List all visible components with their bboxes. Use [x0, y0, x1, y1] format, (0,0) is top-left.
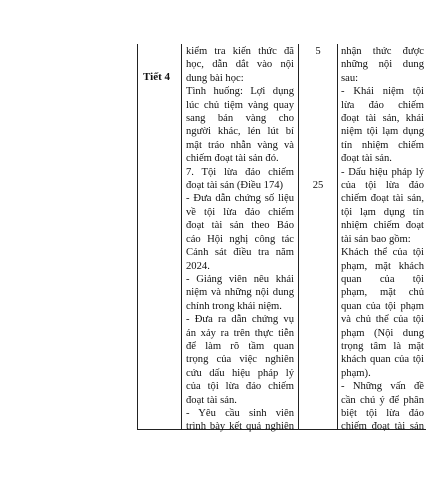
text-line: sang bán vàng cho [186, 113, 294, 125]
text-line: học, dẫn dắt vào nội [186, 59, 294, 71]
text-line: - Dấu hiệu pháp lý [341, 166, 424, 178]
text-line: quan của tội phạm [341, 300, 424, 312]
text-line: - Những vấn đề [341, 381, 424, 393]
text-line: dung bài học: [186, 72, 244, 84]
text-line: án xảy ra trên thực tiễn [186, 327, 294, 339]
text-line: nhiệm chiếm đoạt [341, 220, 424, 232]
text-line: cần chú ý để phân [341, 394, 424, 406]
text-line: biệt tội lừa đảo [341, 407, 424, 419]
text-line: phạm, mặt chủ [341, 287, 424, 299]
text-line: niệm và những nội dung [186, 287, 294, 299]
text-line: sau: [341, 72, 359, 84]
text-line: Tình huống: Lợi dụng [186, 86, 294, 98]
text-line: - Giảng viên nêu khái [186, 273, 294, 285]
text-line: lúc chủ tiệm vàng quay [186, 99, 294, 111]
text-line: tội lạm dụng tín [341, 206, 424, 218]
text-line: - Yêu cầu sinh viên [186, 407, 294, 419]
text-line: chính trong khái niệm. [186, 300, 282, 312]
text-line: chiếm đoạt tài sản đó. [186, 153, 279, 165]
text-line: - Khái niệm tội [341, 86, 424, 98]
text-line: phạm, mặt khách [341, 260, 424, 272]
text-line: Cảnh sát điều tra năm [186, 247, 294, 259]
text-line: chiếm đoạt tài sản, [341, 193, 424, 205]
text-line: phạm). [341, 367, 371, 379]
text-line: chiếm đoạt tài sản [341, 421, 424, 433]
text-line: khách quan của tội [341, 354, 424, 366]
table-divider-1 [181, 44, 182, 430]
text-line: đoạt tài sản. [341, 153, 392, 165]
table-divider-3 [337, 44, 338, 430]
text-line: cáo Hội nghị công tác [186, 233, 294, 245]
table-border-left [137, 44, 138, 430]
table-divider-2 [298, 44, 299, 430]
session-label: Tiết 4 [143, 71, 170, 83]
duration-value: 25 [312, 180, 324, 191]
text-line: trình bày kết quả nghiên [186, 421, 294, 433]
text-line: Khách thể của tội [341, 247, 424, 259]
text-line: phạm (Nội dung [341, 327, 424, 339]
teaching-content [186, 45, 294, 434]
text-line: của tội lừa đảo chiếm [186, 381, 294, 393]
text-line: lừa đảo chiếm [341, 99, 424, 111]
text-line: đoạt tài sản (Điều 174) [186, 180, 284, 192]
text-line: tín nhiệm chiếm [341, 139, 424, 151]
text-line: người khác, lén lút bí [186, 126, 294, 138]
text-line: đoạt tài sản, khái [341, 113, 424, 125]
text-line: niệm tội lạm dụng [341, 126, 424, 138]
text-line: đoạt tài sản. [186, 394, 237, 406]
text-line: của tội lừa đảo [341, 180, 424, 192]
text-line: những nội dung [341, 59, 424, 71]
text-line: và chủ thể của tội [341, 314, 424, 326]
learning-outcomes [341, 45, 424, 434]
text-line: về tội lừa đảo chiếm [186, 206, 294, 218]
text-line: cứu dấu hiệu pháp lý [186, 367, 294, 379]
text-line: - Đưa ra dẫn chứng vụ [186, 314, 294, 326]
text-line: 2024. [186, 260, 210, 272]
duration-value: 5 [315, 46, 321, 57]
text-line: tài sản bao gồm: [341, 233, 411, 245]
text-line: trọng của việc nghiên [186, 354, 294, 366]
text-line: đoạt tài sản theo Báo [186, 220, 294, 232]
text-line: mật tráo nhẫn vàng và [186, 139, 294, 151]
text-line: trọng tâm là mặt [341, 340, 424, 352]
text-line: quan của tội [341, 273, 424, 285]
text-line: - Đưa dẫn chứng số liệu [186, 193, 294, 205]
text-line: nhận thức được [341, 46, 424, 57]
text-line: kiểm tra kiến thức đã [186, 46, 294, 57]
text-line: 7. Tội lừa đảo chiếm [186, 166, 294, 178]
text-line: để làm rõ tầm quan [186, 340, 294, 352]
